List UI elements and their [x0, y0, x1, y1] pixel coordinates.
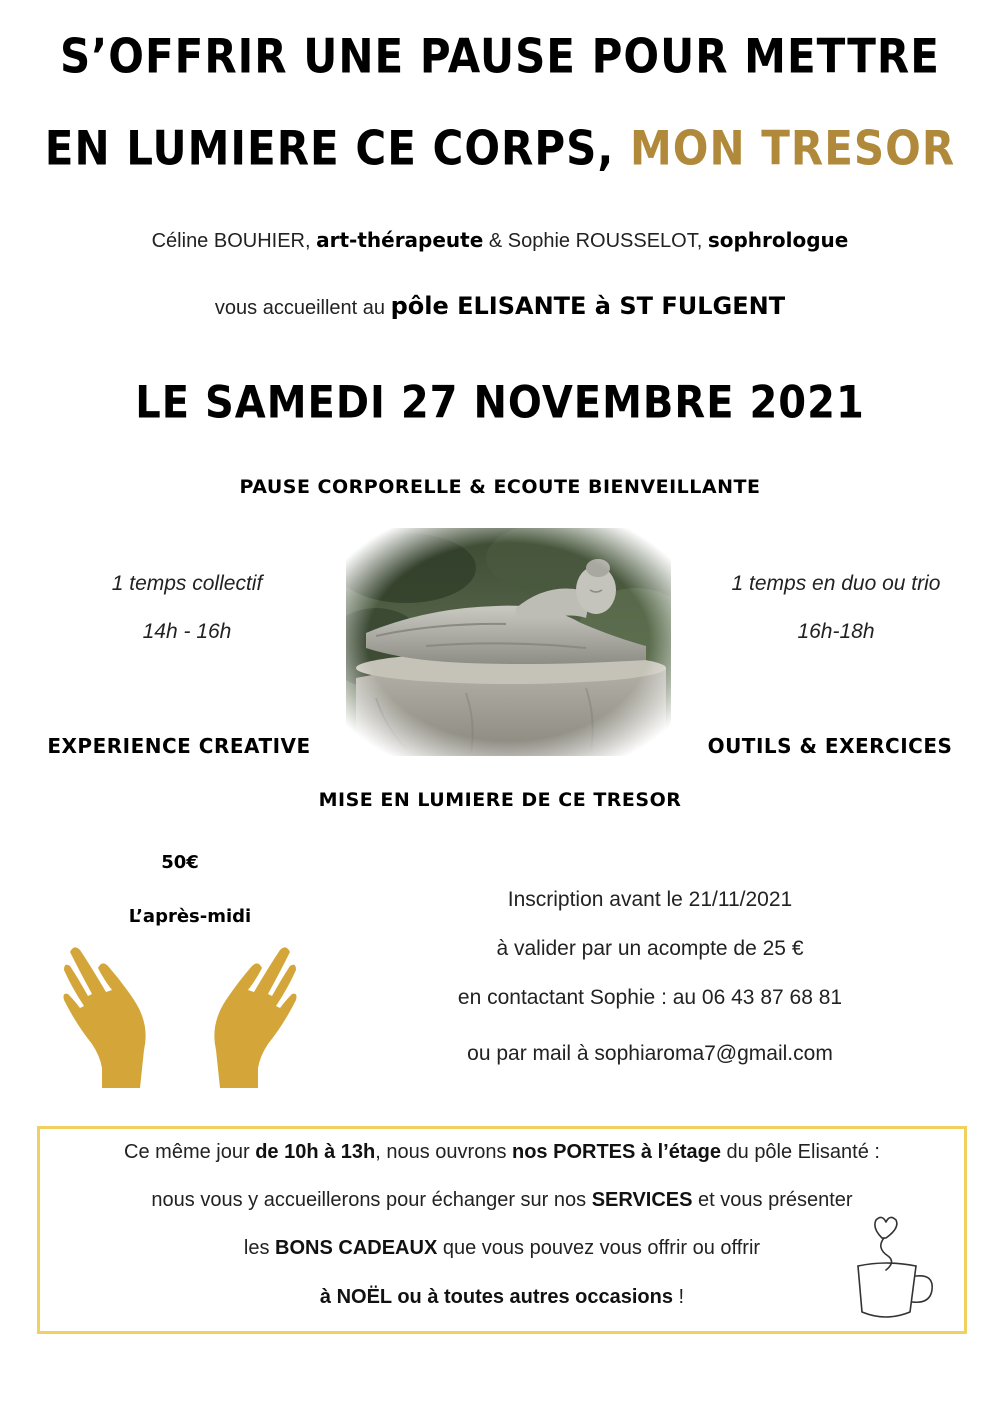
box-line-3 — [37, 1237, 967, 1260]
box-l4-a: à NOËL ou à toutes autres occasions — [319, 1286, 673, 1308]
middle-caption: MISE EN LUMIERE DE CE TRESOR — [318, 789, 682, 811]
location-name: pôle ELISANTE à ST FULGENT — [390, 292, 786, 320]
box-l1-d: nos PORTES à l’étage — [512, 1141, 721, 1163]
price-amount: 50€ — [161, 852, 199, 873]
welcome-text: vous accueillent au — [214, 297, 391, 319]
left-activity: EXPERIENCE CREATIVE — [47, 734, 311, 758]
left-session-label: 1 temps collectif — [111, 572, 263, 595]
title-line-2-start: EN LUMIERE CE CORPS, — [44, 121, 630, 176]
registration-phone: en contactant Sophie : au 06 43 87 68 81 — [457, 986, 843, 1009]
presenter-2: & Sophie ROUSSELOT, — [483, 230, 708, 252]
title-line-2 — [0, 121, 1000, 176]
registration-deadline: Inscription avant le 21/11/2021 — [507, 888, 793, 911]
box-l1-b: de 10h à 13h — [255, 1141, 376, 1163]
role-2: sophrologue — [707, 228, 849, 252]
right-activity: OUTILS & EXERCICES — [707, 734, 953, 758]
box-l3-a: les — [243, 1237, 276, 1259]
box-l3-c: que vous pouvez vous offrir ou offrir — [437, 1237, 761, 1259]
event-date: LE SAMEDI 27 NOVEMBRE 2021 — [135, 377, 865, 429]
location-line — [0, 292, 1000, 320]
box-l4-b: ! — [672, 1286, 685, 1308]
right-session-hours: 16h-18h — [797, 620, 875, 643]
box-line-2 — [37, 1189, 967, 1212]
box-l1-e: du pôle Elisanté : — [720, 1141, 880, 1163]
box-line-1 — [37, 1141, 967, 1164]
right-session-label: 1 temps en duo ou trio — [731, 572, 941, 595]
role-1: art-thérapeute — [316, 228, 484, 252]
box-l2-c: et vous présenter — [692, 1189, 853, 1211]
presenters-line — [0, 228, 1000, 253]
coffee-cup-heart-icon — [846, 1208, 938, 1326]
price-period: L’après-midi — [128, 906, 252, 927]
left-session-hours: 14h - 16h — [142, 620, 232, 643]
open-hands-icon — [62, 928, 298, 1094]
title-line-1: S’OFFRIR UNE PAUSE POUR METTRE — [60, 29, 940, 84]
box-l2-a: nous vous y accueillerons pour échanger sur nos — [151, 1189, 592, 1211]
box-line-4 — [37, 1286, 967, 1309]
reclining-buddha-statue-photo — [346, 528, 671, 756]
box-l2-b: SERVICES — [591, 1189, 693, 1211]
event-subtitle: PAUSE CORPORELLE & ECOUTE BIENVEILLANTE — [239, 476, 761, 498]
registration-deposit: à valider par un acompte de 25 € — [496, 937, 804, 960]
box-l3-b: BONS CADEAUX — [275, 1237, 438, 1259]
presenter-1: Céline BOUHIER, — [151, 230, 317, 252]
title-highlight: MON TRESOR — [629, 121, 956, 176]
registration-email: ou par mail à sophiaroma7@gmail.com — [467, 1042, 833, 1065]
box-l1-a: Ce même jour — [124, 1141, 256, 1163]
box-l1-c: , nous ouvrons — [375, 1141, 512, 1163]
